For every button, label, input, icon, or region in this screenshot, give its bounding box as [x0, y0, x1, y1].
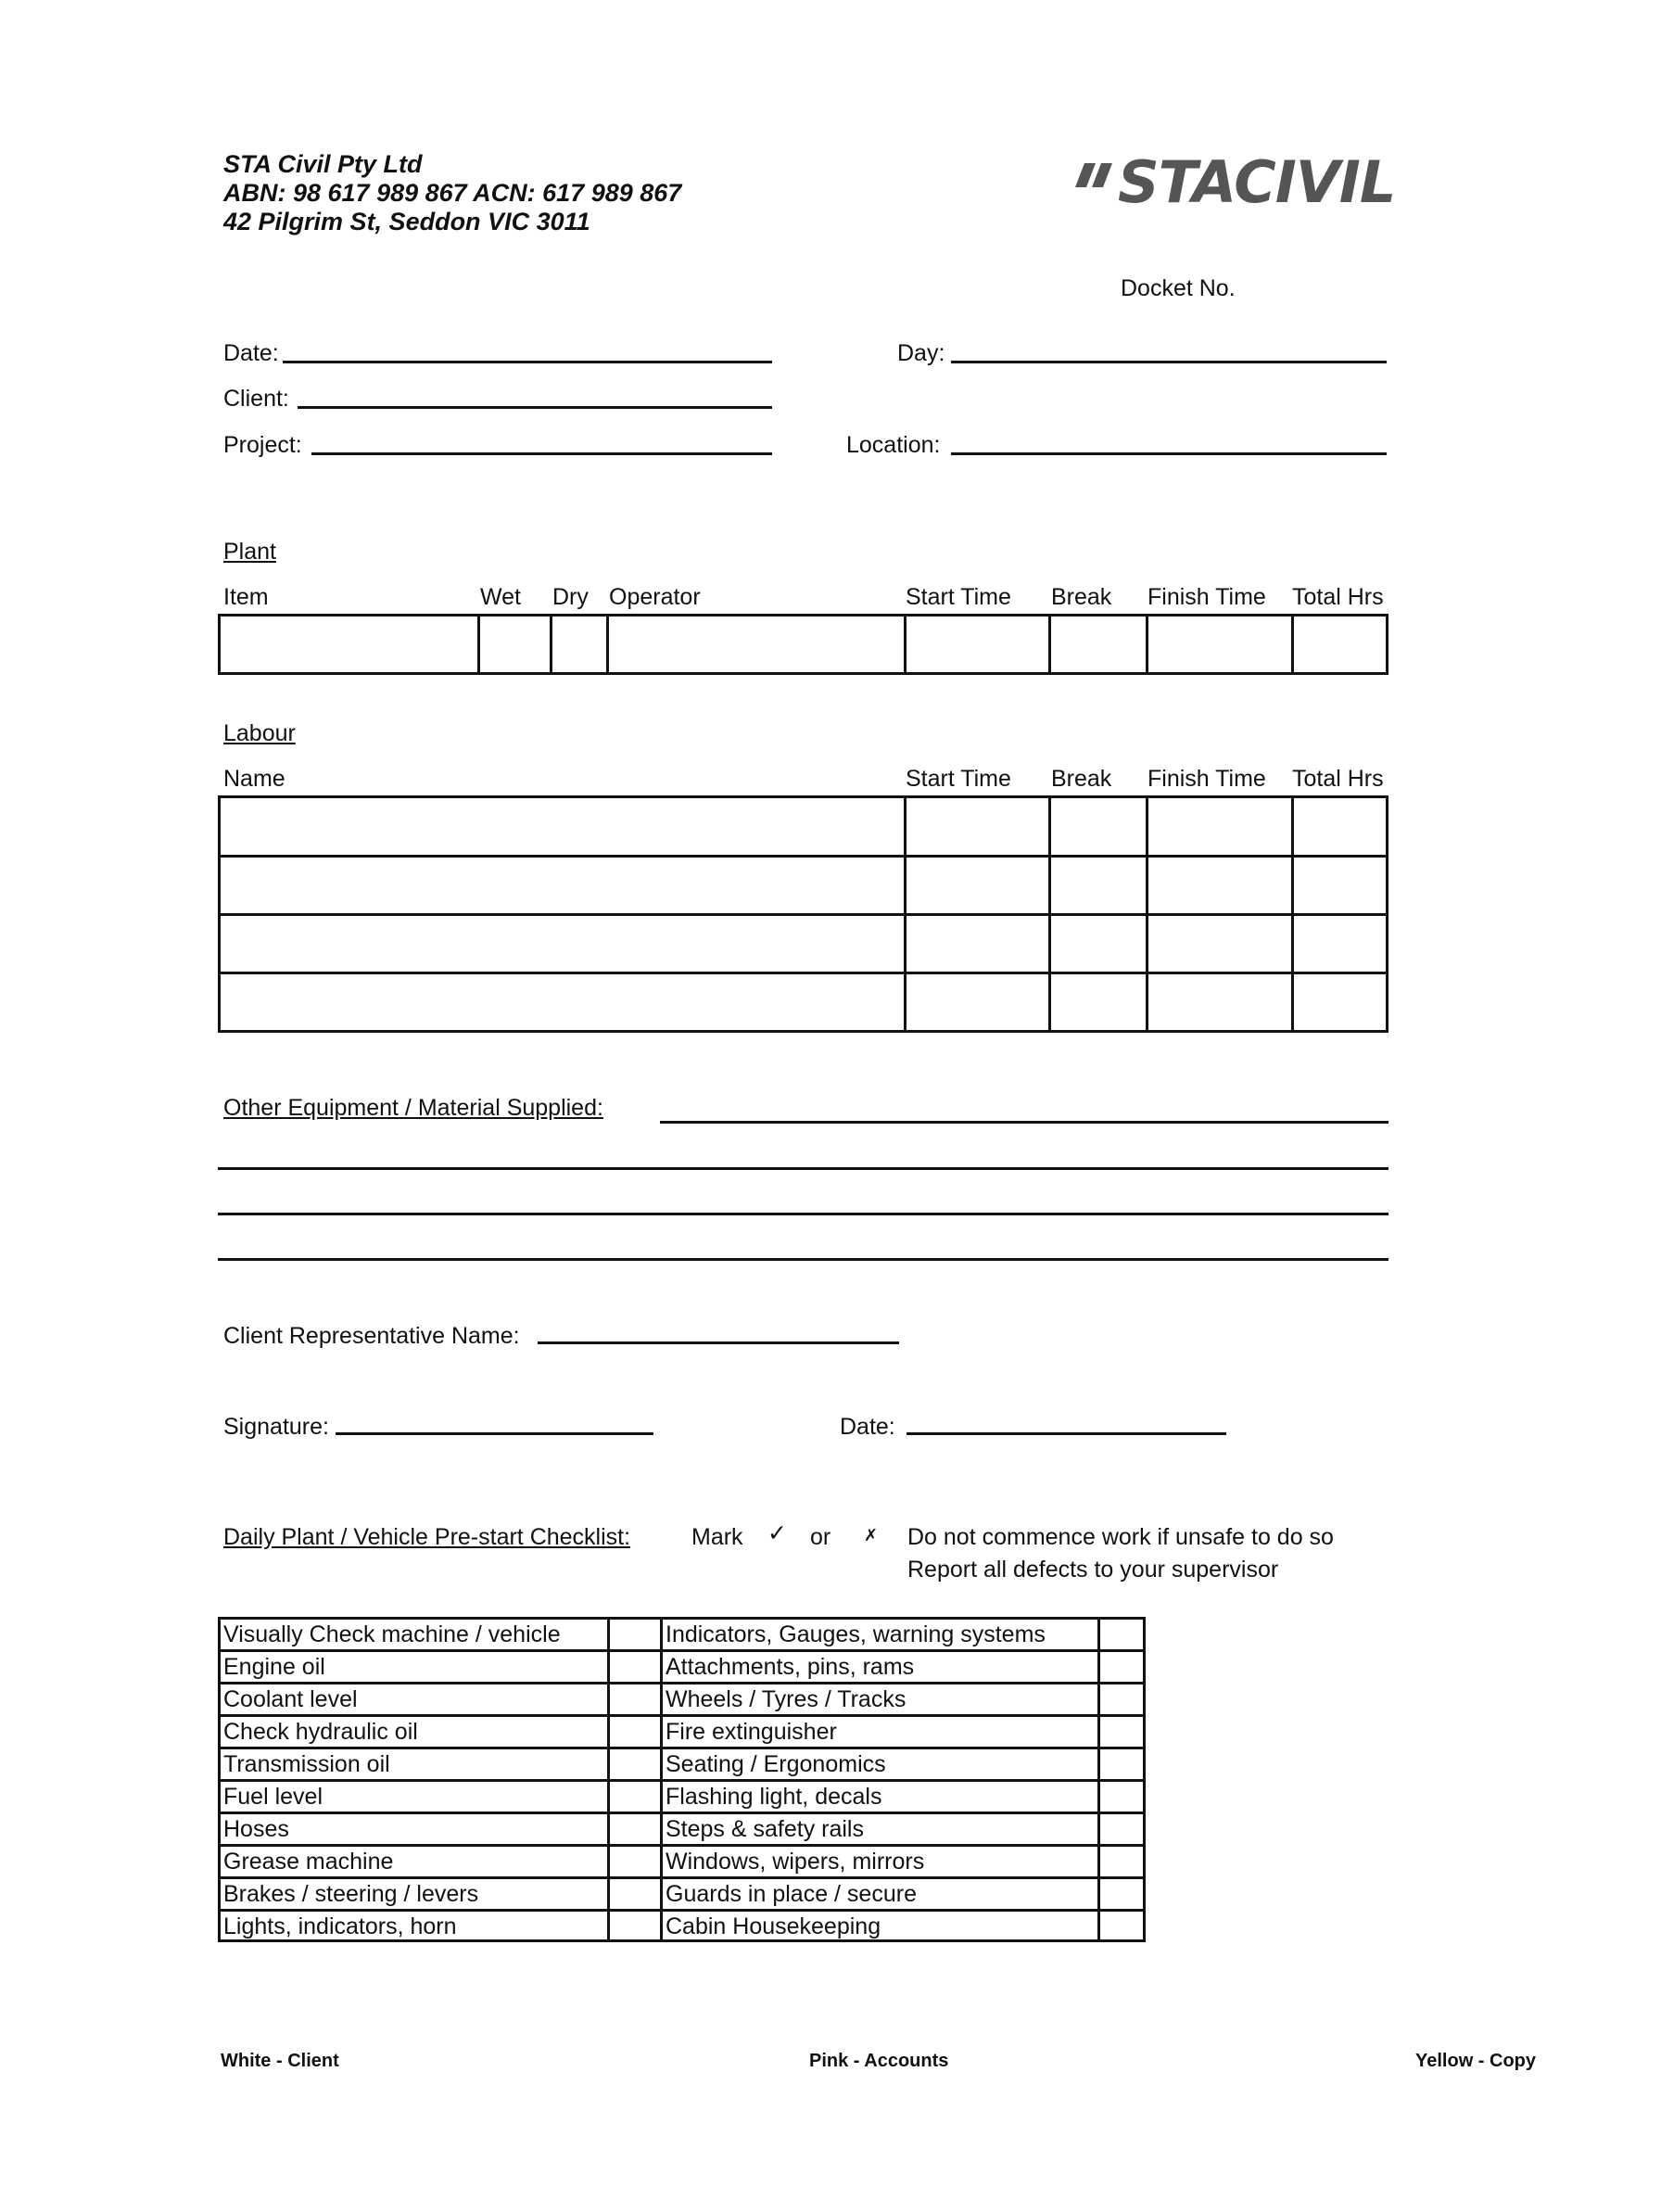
checklist-row-divider: [221, 1747, 1143, 1749]
checklist-note-unsafe: Do not commence work if unsafe to do so: [907, 1524, 1334, 1550]
plant-divider: [1146, 617, 1148, 672]
labour-row-divider: [221, 913, 1386, 916]
other-equipment-line[interactable]: [660, 1121, 1388, 1124]
day-field[interactable]: [951, 361, 1387, 363]
company-address: 42 Pilgrim St, Seddon VIC 3011: [223, 208, 590, 235]
location-field[interactable]: [951, 452, 1387, 455]
plant-col-break: Break: [1051, 584, 1112, 610]
checklist-item-right: Fire extinguisher: [666, 1719, 837, 1745]
project-field[interactable]: [311, 452, 772, 455]
day-label: Day:: [897, 340, 945, 366]
checklist-box[interactable]: [1100, 1782, 1143, 1812]
checklist-box[interactable]: [610, 1749, 660, 1779]
or-label: or: [810, 1524, 831, 1550]
prestart-checklist-table: [218, 1617, 1146, 1942]
checklist-box[interactable]: [1100, 1717, 1143, 1747]
labour-heading: Labour: [223, 720, 296, 746]
checklist-box[interactable]: [1100, 1847, 1143, 1876]
plant-col-start-time: Start Time: [906, 584, 1011, 610]
date-label: Date:: [223, 340, 279, 366]
plant-divider: [550, 617, 552, 672]
labour-col-start-time: Start Time: [906, 766, 1011, 792]
labour-col-finish-time: Finish Time: [1147, 766, 1266, 792]
checklist-row-divider: [221, 1876, 1143, 1879]
date-field[interactable]: [283, 361, 772, 363]
location-label: Location:: [846, 432, 941, 458]
other-equipment-line[interactable]: [218, 1167, 1388, 1170]
labour-col-break: Break: [1051, 766, 1112, 792]
checklist-box[interactable]: [1100, 1620, 1143, 1649]
checklist-box[interactable]: [1100, 1814, 1143, 1844]
checklist-box[interactable]: [610, 1814, 660, 1844]
signature-field[interactable]: [336, 1432, 653, 1435]
labour-row-divider: [221, 855, 1386, 858]
checklist-box[interactable]: [1100, 1749, 1143, 1779]
signature-date-field[interactable]: [907, 1432, 1226, 1435]
checklist-item-right: Indicators, Gauges, warning systems: [666, 1621, 1046, 1647]
checklist-box[interactable]: [610, 1782, 660, 1812]
footer-pink-accounts: Pink - Accounts: [809, 2051, 949, 2071]
footer-yellow-copy: Yellow - Copy: [1415, 2051, 1537, 2071]
footer-white-client: White - Client: [221, 2051, 339, 2071]
plant-divider: [477, 617, 480, 672]
labour-col-name: Name: [223, 766, 285, 792]
mark-label: Mark: [691, 1524, 743, 1550]
checklist-item-left: Fuel level: [223, 1784, 323, 1810]
checklist-item-right: Wheels / Tyres / Tracks: [666, 1686, 907, 1712]
checklist-item-right: Guards in place / secure: [666, 1881, 917, 1907]
checklist-item-left: Check hydraulic oil: [223, 1719, 418, 1745]
client-label: Client:: [223, 386, 289, 412]
checklist-item-left: Grease machine: [223, 1849, 394, 1875]
checklist-box[interactable]: [1100, 1912, 1143, 1939]
plant-col-item: Item: [223, 584, 269, 610]
checklist-row-divider: [221, 1812, 1143, 1814]
checklist-item-left: Lights, indicators, horn: [223, 1913, 457, 1939]
plant-col-operator: Operator: [609, 584, 701, 610]
plant-divider: [1048, 617, 1051, 672]
checklist-item-right: Windows, wipers, mirrors: [666, 1849, 925, 1875]
sta-civil-logo: [1071, 148, 1396, 216]
checklist-item-right: Cabin Housekeeping: [666, 1913, 881, 1939]
checklist-box[interactable]: [610, 1912, 660, 1939]
other-equipment-line[interactable]: [218, 1258, 1388, 1261]
checklist-box[interactable]: [610, 1847, 660, 1876]
company-name: STA Civil Pty Ltd: [223, 150, 423, 178]
checklist-item-right: Flashing light, decals: [666, 1784, 882, 1810]
checklist-item-left: Transmission oil: [223, 1751, 390, 1777]
client-rep-field[interactable]: [538, 1341, 899, 1344]
checklist-row-divider: [221, 1909, 1143, 1912]
checklist-item-right: Seating / Ergonomics: [666, 1751, 886, 1777]
checklist-box[interactable]: [610, 1717, 660, 1747]
checklist-item-left: Hoses: [223, 1816, 289, 1842]
checklist-item-right: Steps & safety rails: [666, 1816, 864, 1842]
checklist-note-defects: Report all defects to your supervisor: [907, 1557, 1279, 1583]
plant-col-total-hrs: Total Hrs: [1292, 584, 1384, 610]
project-label: Project:: [223, 432, 302, 458]
checklist-item-left: Coolant level: [223, 1686, 358, 1712]
signature-date-label: Date:: [840, 1414, 895, 1440]
company-abn-acn: ABN: 98 617 989 867 ACN: 617 989 867: [223, 179, 682, 207]
plant-divider: [904, 617, 907, 672]
checklist-heading: Daily Plant / Vehicle Pre-start Checklist:: [223, 1524, 631, 1550]
checklist-row-divider: [221, 1682, 1143, 1684]
checklist-box[interactable]: [610, 1684, 660, 1714]
labour-table[interactable]: [218, 795, 1388, 1033]
client-rep-label: Client Representative Name:: [223, 1323, 520, 1349]
docket-label: Docket No.: [1121, 275, 1236, 301]
checklist-box[interactable]: [1100, 1879, 1143, 1909]
checklist-box[interactable]: [1100, 1684, 1143, 1714]
plant-divider: [1291, 617, 1294, 672]
checklist-row-divider: [221, 1649, 1143, 1652]
checklist-row-divider: [221, 1714, 1143, 1717]
other-equipment-label: Other Equipment / Material Supplied:: [223, 1095, 603, 1121]
checklist-item-left: Engine oil: [223, 1654, 325, 1680]
plant-divider: [606, 617, 609, 672]
plant-col-finish-time: Finish Time: [1147, 584, 1266, 610]
labour-col-total-hrs: Total Hrs: [1292, 766, 1384, 792]
plant-col-wet: Wet: [480, 584, 521, 610]
checklist-item-left: Brakes / steering / levers: [223, 1881, 479, 1907]
client-field[interactable]: [298, 406, 772, 409]
plant-col-dry: Dry: [552, 584, 589, 610]
checklist-item-right: Attachments, pins, rams: [666, 1654, 915, 1680]
checklist-box[interactable]: [610, 1879, 660, 1909]
checklist-box[interactable]: [610, 1620, 660, 1649]
checklist-item-left: Visually Check machine / vehicle: [223, 1621, 561, 1647]
other-equipment-line[interactable]: [218, 1213, 1388, 1215]
labour-row-divider: [221, 972, 1386, 974]
logo-text: STACIVIL: [1118, 148, 1396, 216]
cross-mark-icon: ✗: [864, 1526, 879, 1545]
check-mark-icon: ✓: [767, 1519, 787, 1546]
checklist-box[interactable]: [1100, 1652, 1143, 1682]
plant-heading: Plant: [223, 539, 276, 565]
checklist-row-divider: [221, 1779, 1143, 1782]
checklist-row-divider: [221, 1844, 1143, 1847]
signature-label: Signature:: [223, 1414, 329, 1440]
checklist-box[interactable]: [610, 1652, 660, 1682]
plant-table[interactable]: [218, 614, 1388, 675]
